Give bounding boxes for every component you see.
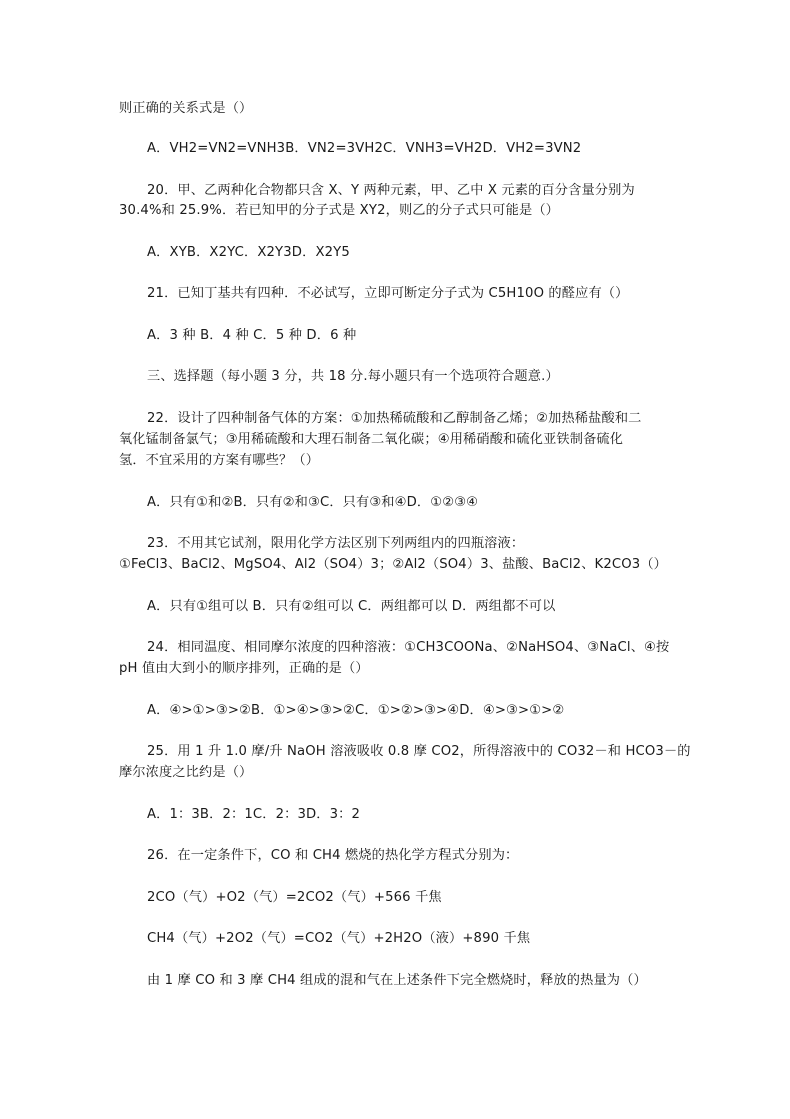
q24-stem: 24．相同温度、相同摩尔浓度的四种溶液：①CH3COONa、②NaHSO4、③NaCl、④按	[147, 640, 670, 655]
section-heading: 三、选择题（每小题 3 分，共 18 分.每小题只有一个选项符合题意.）	[147, 369, 559, 384]
q21-stem: 21．已知丁基共有四种．不必试写，立即可断定分子式为 C5H10O 的醛应有（）	[147, 286, 629, 301]
q24-stem-cont: pH 值由大到小的顺序排列，正确的是（）	[119, 661, 369, 676]
q22-stem-cont: 氢．不宜采用的方案有哪些？（）	[119, 453, 320, 468]
q22-stem-cont: 氧化锰制备氯气；③用稀硫酸和大理石制备二氧化碳；④用稀硝酸和硫化亚铁制备硫化	[119, 432, 624, 447]
q25-stem: 25．用 1 升 1.0 摩/升 NaOH 溶液吸收 0.8 摩 CO2，所得溶液中的 CO32－和 HCO3－的	[147, 744, 691, 759]
text-line: 则正确的关系式是（）	[119, 101, 253, 116]
q21-options: A．3 种 B．4 种 C．5 种 D．6 种	[147, 328, 357, 343]
q22-stem: 22．设计了四种制备气体的方案：①加热稀硫酸和乙醇制备乙烯；②加热稀盐酸和二	[147, 411, 642, 426]
q20-options: A．XYB．X2YC．X2Y3D．X2Y5	[147, 245, 350, 260]
q22-options: A．只有①和②B．只有②和③C．只有③和④D．①②③④	[147, 495, 479, 510]
q20-stem-cont: 30.4%和 25.9%．若已知甲的分子式是 XY2，则乙的分子式只可能是（）	[119, 203, 559, 218]
q23-options: A．只有①组可以 B．只有②组可以 C．两组都可以 D．两组都不可以	[147, 599, 556, 614]
q23-stem: 23．不用其它试剂，限用化学方法区别下列两组内的四瓶溶液：	[147, 536, 525, 551]
q25-stem-cont: 摩尔浓度之比约是（）	[119, 765, 253, 780]
q24-options: A．④>①>③>②B．①>④>③>②C．①>②>③>④D．④>③>①>②	[147, 703, 565, 718]
q23-stem-cont: ①FeCl3、BaCl2、MgSO4、Al2（SO4）3；②Al2（SO4）3、盐酸、BaCl2、K2CO3（）	[119, 557, 667, 572]
q19-options: A．ⅤH2=ⅤN2=ⅤNH3B．ⅤN2=3ⅤH2C．ⅤNH3=ⅤH2D．ⅤH2=3ⅤN2	[147, 141, 582, 156]
q20-stem: 20．甲、乙两种化合物都只含 X、Y 两种元素，甲、乙中 X 元素的百分含量分别为	[147, 183, 635, 198]
q25-options: A．1：3B．2：1C．2：3D．3：2	[147, 807, 361, 822]
q26-stem: 26．在一定条件下，CO 和 CH4 燃烧的热化学方程式分别为：	[147, 848, 519, 863]
equation-line: 2CO（气）+O2（气）=2CO2（气）+566 千焦	[147, 890, 442, 905]
q26-stem-cont: 由 1 摩 CO 和 3 摩 CH4 组成的混和气在上述条件下完全燃烧时，释放的热量为（）	[147, 973, 647, 988]
equation-line: CH4（气）+2O2（气）=CO2（气）+2H2O（液）+890 千焦	[147, 931, 531, 946]
